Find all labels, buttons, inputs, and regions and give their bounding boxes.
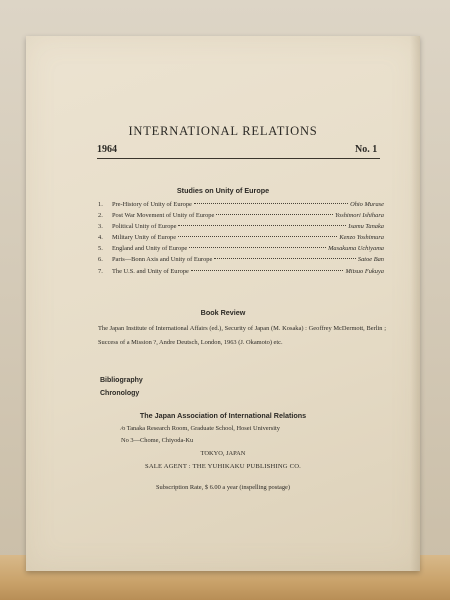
toc-author: Mitsuo Fukuya <box>345 267 384 275</box>
toc-number: 5. <box>98 245 103 253</box>
toc-title: Post War Movement of Unity of Europe <box>112 212 215 220</box>
city-line: TOKYO, JAPAN <box>200 450 246 457</box>
toc-author: Masakuma Uchiyama <box>328 245 384 253</box>
toc-author: Kenzo Yoshimura <box>339 234 384 242</box>
bibliography-heading: Bibliography <box>100 377 143 384</box>
journal-title: INTERNATIONAL RELATIONS <box>128 124 318 138</box>
toc-item <box>98 201 384 212</box>
toc-title: Paris—Bonn Axis and Unity of Europe <box>112 256 213 264</box>
toc-title: Military Unity of Europe <box>112 234 177 242</box>
toc-title: The U.S. and Unity of Europe <box>112 267 189 275</box>
toc-item <box>98 245 384 256</box>
toc-number: 1. <box>98 201 103 208</box>
toc-number: 7. <box>98 267 103 275</box>
toc-item <box>98 256 384 267</box>
chronology-heading: Chronology <box>100 390 140 397</box>
toc-author: Yoshimori Ishihara <box>335 212 384 220</box>
toc-leader <box>194 203 348 204</box>
toc-title: Political Unity of Europe <box>112 223 177 231</box>
journal-year: 1964 <box>97 144 117 155</box>
toc-author: Satoe Ban <box>357 256 384 264</box>
title-rule <box>97 158 380 159</box>
toc-leader <box>191 270 344 271</box>
journal-cover <box>26 36 420 571</box>
book-review-heading: Book Review <box>200 308 246 317</box>
address-line-2: No 3—Chome, Chiyoda-Ku <box>121 437 194 444</box>
toc-item <box>98 234 384 245</box>
subscription-rate: Subscription Rate, $ 6.00 a year (inspelling postage) <box>156 484 290 491</box>
toc-title: England and Unity of Europe <box>112 245 188 253</box>
address-line-1: ⁄o Tanaka Research Room, Graduate School, Hosei University <box>121 425 280 432</box>
toc-leader <box>178 236 337 237</box>
sale-agent: SALE AGENT : THE YUHIKAKU PUBLISHING CO. <box>144 463 302 470</box>
journal-issue: No. 1 <box>355 144 378 155</box>
toc-item <box>98 212 384 223</box>
toc-number: 6. <box>98 256 103 264</box>
toc-leader <box>189 247 326 248</box>
toc-number: 3. <box>98 223 103 231</box>
book-review-text: The Japan Institute of International Affairs (ed.), Security of Japan (M. Kosaka) : Geoffrey McDermott, Berlin ; Success of a Mission ?, Andre Deutsch, London, 1963 (J. Okamoto) etc. <box>98 325 386 346</box>
toc-leader <box>216 214 333 215</box>
toc-author: Ohio Murase <box>350 201 384 208</box>
toc-number: 4. <box>98 234 103 242</box>
studies-heading: Studies on Unity of Europe <box>176 186 270 195</box>
toc-number: 2. <box>98 212 103 220</box>
toc-item <box>98 223 384 234</box>
toc-leader <box>214 258 356 259</box>
toc-title: Pre-History of Unity of Europe <box>112 201 192 208</box>
table-of-contents <box>98 201 384 279</box>
toc-leader <box>178 225 346 226</box>
toc-item <box>98 268 384 279</box>
toc-author: Isamu Tanaka <box>348 223 384 231</box>
association-name: The Japan Association of International Relations <box>139 411 307 420</box>
